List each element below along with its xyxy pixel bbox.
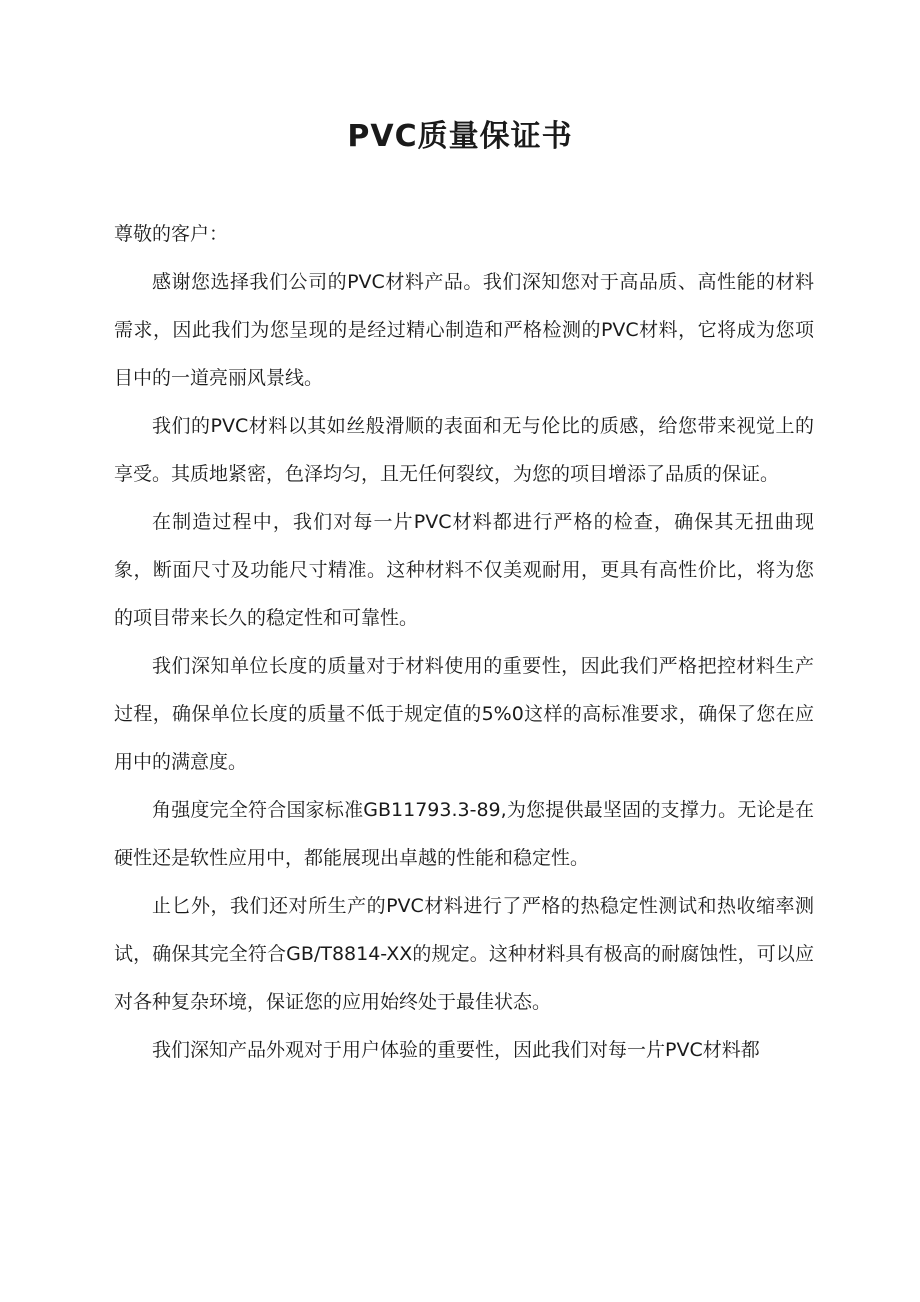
document-title: PVC质量保证书	[347, 119, 573, 154]
paragraph-3: 在制造过程中，我们对每一片PVC材料都进行严格的检查，确保其无扭曲现象，断面尺寸及功能尺寸精准。这种材料不仅美观耐用，更具有高性价比，将为您的项目带来长久的稳定性和可靠性。	[114, 511, 814, 629]
paragraph-5: 角强度完全符合国家标准GB11793.3-89,为您提供最坚固的支撑力。无论是在硬性还是软性应用中，都能展现出卓越的性能和稳定性。	[114, 799, 814, 869]
paragraph-4: 我们深知单位长度的质量对于材料使用的重要性，因此我们严格把控材料生产过程，确保单位长度的质量不低于规定值的5%0这样的高标准要求，确保了您在应用中的满意度。	[114, 655, 814, 773]
paragraph-2: 我们的PVC材料以其如丝般滑顺的表面和无与伦比的质感，给您带来视觉上的享受。其质地紧密，色泽均匀，且无任何裂纹，为您的项目增添了品质的保证。	[114, 415, 814, 485]
paragraph-6: 止匕外，我们还对所生产的PVC材料进行了严格的热稳定性测试和热收缩率测试，确保其完全符合GB/T8814-XX的规定。这种材料具有极高的耐腐蚀性，可以应对各种复杂环境，保证您的应用始终处于最佳状态。	[114, 895, 814, 1013]
document-body	[114, 210, 814, 1074]
paragraph-1: 感谢您选择我们公司的PVC材料产品。我们深知您对于高品质、高性能的材料需求，因此我们为您呈现的是经过精心制造和严格检测的PVC材料，它将成为您项目中的一道亮丽风景线。	[114, 271, 814, 389]
paragraph-7: 我们深知产品外观对于用户体验的重要性，因此我们对每一片PVC材料都	[152, 1039, 760, 1061]
salutation: 尊敬的客户：	[114, 223, 229, 245]
